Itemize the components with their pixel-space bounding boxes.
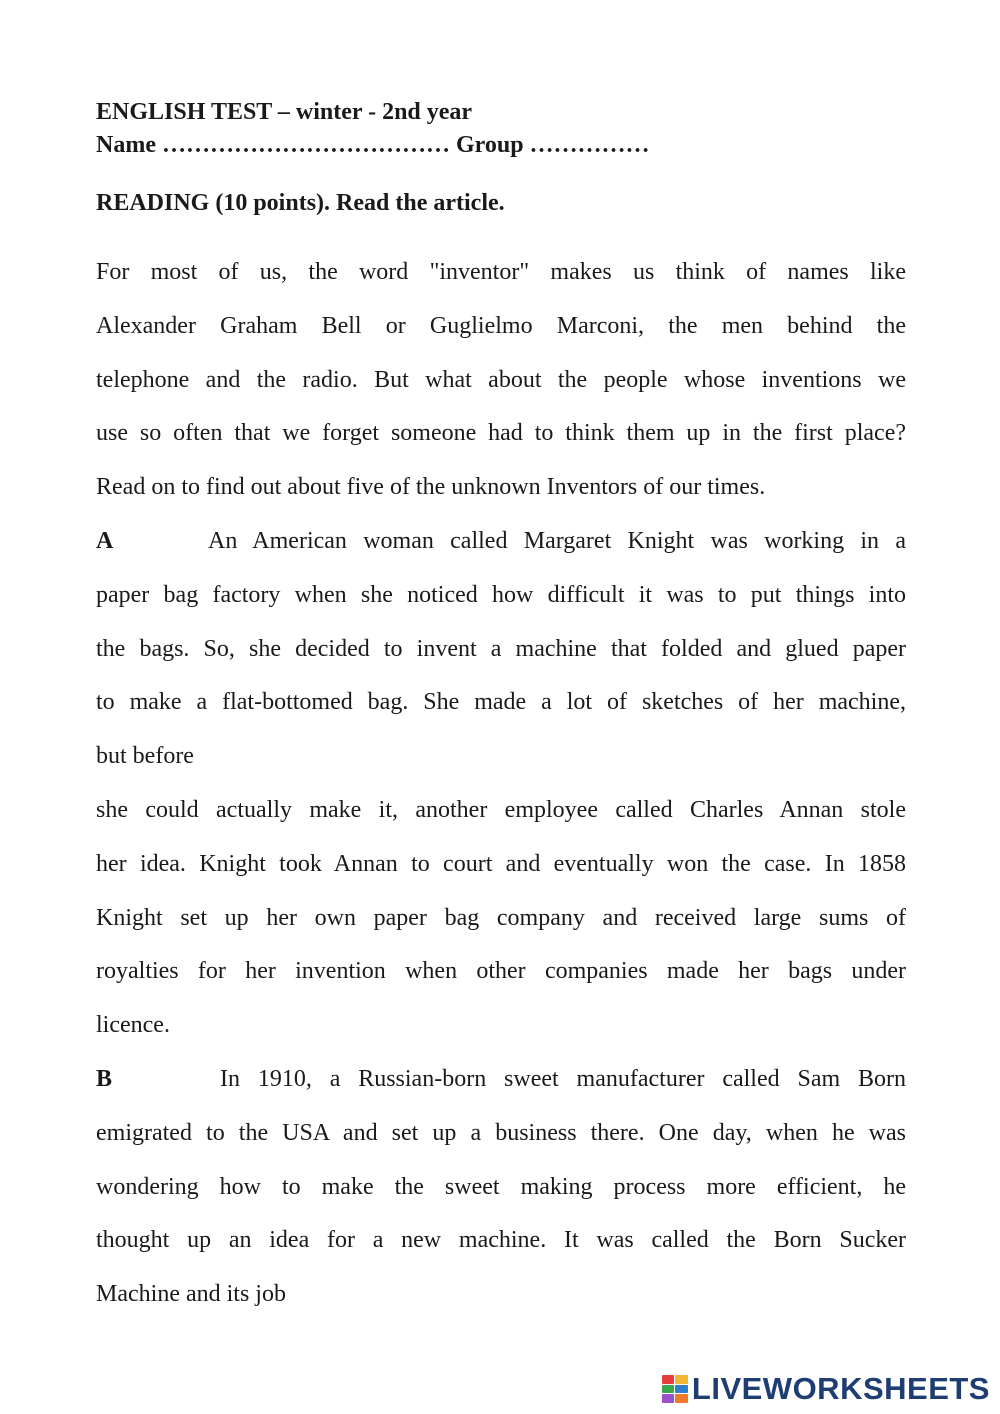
intro-line: Alexander Graham Bell or Guglielmo Marconi, the men behind the xyxy=(96,312,906,339)
paragraph-b-line: emigrated to the USA and set up a business there. One day, when he was xyxy=(96,1119,906,1146)
logo-tile xyxy=(662,1385,675,1394)
logo-tile xyxy=(662,1394,675,1403)
paragraph-b-line: wondering how to make the sweet making process more efficient, he xyxy=(96,1173,906,1200)
paragraph-b-line: thought up an idea for a new machine. It was called the Born Sucker xyxy=(96,1227,906,1254)
paragraph-a-line: An American woman called Margaret Knight was working in a xyxy=(208,527,906,554)
paragraph-a-line: she could actually make it, another employee called Charles Annan stole xyxy=(96,796,906,823)
watermark-text: LIVEWORKSHEETS xyxy=(691,1371,990,1406)
section-title: READING (10 points). Read the article. xyxy=(96,190,505,216)
worksheet-page xyxy=(96,96,906,1322)
paragraph-a-line: licence. xyxy=(96,1012,170,1039)
paragraph-a-line: royalties for her invention when other companies made her bags under xyxy=(96,958,906,985)
liveworksheets-watermark xyxy=(662,1372,990,1406)
paragraph-b-line: In 1910, a Russian-born sweet manufacturer called Sam Born xyxy=(220,1065,906,1092)
intro-line: Read on to find out about five of the unknown Inventors of our times. xyxy=(96,474,766,501)
paragraph-b-line: Machine and its job xyxy=(96,1281,286,1308)
liveworksheets-logo-icon xyxy=(662,1375,688,1403)
intro-line: For most of us, the word "inventor" makes us think of names like xyxy=(96,259,906,285)
test-title: ENGLISH TEST – winter - 2nd year xyxy=(96,99,473,125)
paragraph-b xyxy=(96,1053,906,1322)
logo-tile xyxy=(675,1375,688,1384)
logo-tile xyxy=(662,1375,675,1384)
intro-paragraph xyxy=(96,246,906,515)
paragraph-a-line: paper bag factory when she noticed how difficult it was to put things into xyxy=(96,581,906,608)
intro-line: telephone and the radio. But what about the people whose inventions we xyxy=(96,366,906,393)
paragraph-a-line: to make a flat-bottomed bag. She made a lot of sketches of her machine, xyxy=(96,689,906,716)
paragraph-letter-b: B xyxy=(96,1065,113,1092)
paragraph-a-line: Knight set up her own paper bag company and received large sums of xyxy=(96,904,906,931)
logo-tile xyxy=(675,1385,688,1394)
intro-line: use so often that we forget someone had to think them up in the first place? xyxy=(96,420,906,447)
paragraph-a xyxy=(96,515,906,1053)
paragraph-a-line: the bags. So, she decided to invent a machine that folded and glued paper xyxy=(96,635,906,662)
paragraph-letter-a: A xyxy=(96,527,114,554)
logo-tile xyxy=(675,1394,688,1403)
paragraph-a-line: but before xyxy=(96,743,194,770)
name-group-line: Name ……………………………… Group …………… xyxy=(96,132,650,158)
paragraph-a-line: her idea. Knight took Annan to court and eventually won the case. In 1858 xyxy=(96,850,906,877)
